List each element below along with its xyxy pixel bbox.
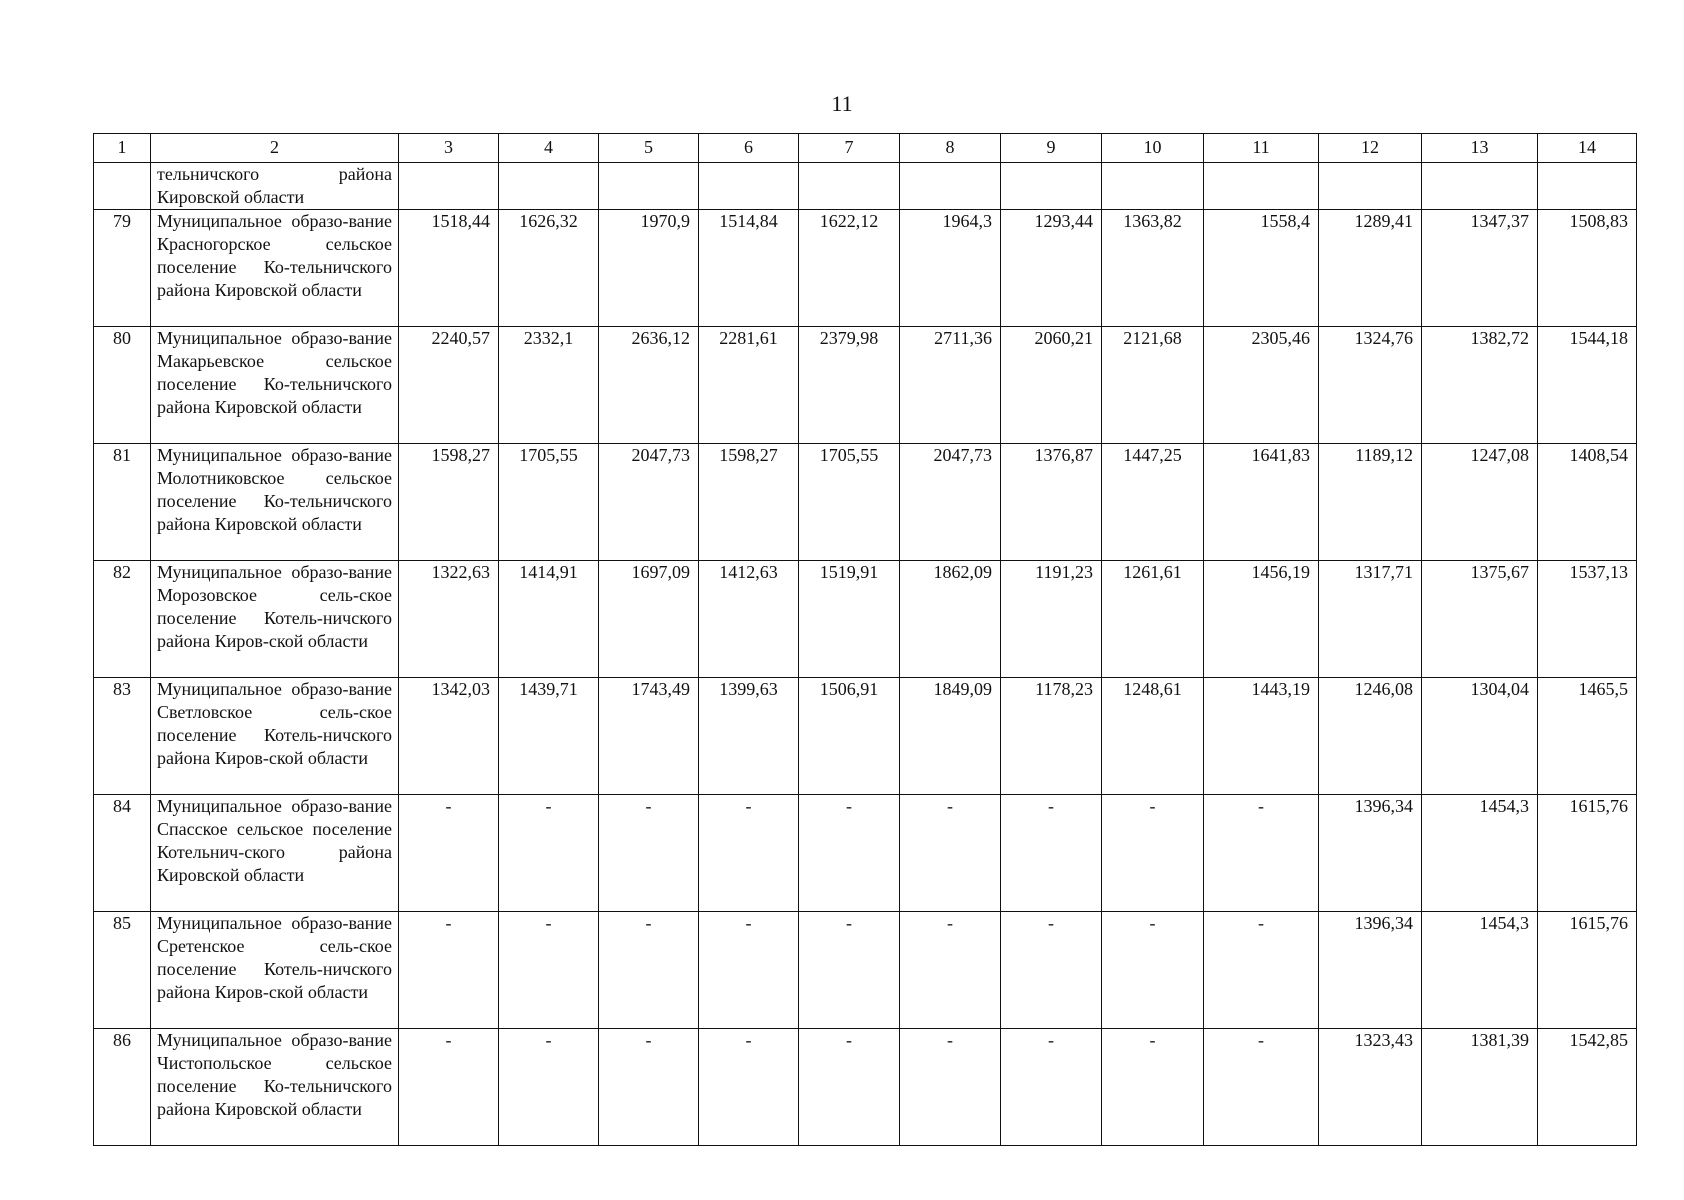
value-cell: 1508,83 [1538, 210, 1637, 327]
value-cell: 1414,91 [499, 561, 599, 678]
value-cell: 1641,83 [1204, 444, 1319, 561]
value-cell: 1317,71 [1319, 561, 1422, 678]
value-cell: 1246,08 [1319, 678, 1422, 795]
value-cell: 1862,09 [900, 561, 1001, 678]
value-cell: 2379,98 [799, 327, 900, 444]
value-cell: 2636,12 [599, 327, 699, 444]
column-header: 2 [151, 134, 399, 163]
value-cell [1001, 163, 1102, 210]
municipality-name-cell: Муниципальное образо-вание Светловское сель-ское поселение Котель-ничского района Киров-ской области [151, 678, 399, 795]
value-cell: - [1204, 1029, 1319, 1146]
value-cell: 1178,23 [1001, 678, 1102, 795]
municipality-name-cell: Муниципальное образо-вание Чистопольское сельское поселение Ко-тельничского района Кировской области [151, 1029, 399, 1146]
value-cell: 1261,61 [1102, 561, 1204, 678]
value-cell: 1293,44 [1001, 210, 1102, 327]
value-cell: 1615,76 [1538, 795, 1637, 912]
value-cell: 1518,44 [399, 210, 499, 327]
value-cell: 1697,09 [599, 561, 699, 678]
value-cell: 1376,87 [1001, 444, 1102, 561]
row-number-cell [94, 163, 151, 210]
column-header: 12 [1319, 134, 1422, 163]
value-cell: 2060,21 [1001, 327, 1102, 444]
municipality-name-cell: Муниципальное образо-вание Морозовское сель-ское поселение Котель-ничского района Киров-ской области [151, 561, 399, 678]
continuation-row [94, 163, 1637, 210]
table-row [94, 1029, 1637, 1146]
value-cell: - [699, 912, 799, 1029]
value-cell: 1964,3 [900, 210, 1001, 327]
value-cell: 2240,57 [399, 327, 499, 444]
value-cell: - [499, 795, 599, 912]
value-cell [699, 163, 799, 210]
value-cell: - [1001, 795, 1102, 912]
value-cell: 2305,46 [1204, 327, 1319, 444]
value-cell: 1970,9 [599, 210, 699, 327]
column-header: 8 [900, 134, 1001, 163]
value-cell: 2047,73 [599, 444, 699, 561]
value-cell: 2281,61 [699, 327, 799, 444]
value-cell: 1248,61 [1102, 678, 1204, 795]
column-header: 6 [699, 134, 799, 163]
value-cell: - [1001, 912, 1102, 1029]
value-cell [1422, 163, 1538, 210]
value-cell: 1558,4 [1204, 210, 1319, 327]
value-cell [599, 163, 699, 210]
value-cell: 1408,54 [1538, 444, 1637, 561]
value-cell: - [1204, 795, 1319, 912]
row-number-cell: 86 [94, 1029, 151, 1146]
value-cell: 1598,27 [699, 444, 799, 561]
value-cell: - [499, 912, 599, 1029]
value-cell [499, 163, 599, 210]
table-row [94, 210, 1637, 327]
value-cell: 1396,34 [1319, 795, 1422, 912]
table-row [94, 327, 1637, 444]
value-cell: - [599, 912, 699, 1029]
column-number-header-row [94, 134, 1637, 163]
value-cell: 1544,18 [1538, 327, 1637, 444]
column-header: 14 [1538, 134, 1637, 163]
row-number-cell: 83 [94, 678, 151, 795]
row-number-cell: 79 [94, 210, 151, 327]
value-cell: 1537,13 [1538, 561, 1637, 678]
row-number-cell: 82 [94, 561, 151, 678]
value-cell: 1382,72 [1422, 327, 1538, 444]
value-cell: 1191,23 [1001, 561, 1102, 678]
value-cell: 1289,41 [1319, 210, 1422, 327]
tariff-table [93, 133, 1637, 1146]
value-cell: 1519,91 [799, 561, 900, 678]
value-cell: 1189,12 [1319, 444, 1422, 561]
column-header: 1 [94, 134, 151, 163]
value-cell: 1412,63 [699, 561, 799, 678]
row-number-cell: 80 [94, 327, 151, 444]
row-number-cell: 81 [94, 444, 151, 561]
municipality-name-cell: тельничского района Кировской области [151, 163, 399, 210]
value-cell: - [699, 795, 799, 912]
value-cell: 1375,67 [1422, 561, 1538, 678]
value-cell: 1342,03 [399, 678, 499, 795]
value-cell [1319, 163, 1422, 210]
value-cell: 1622,12 [799, 210, 900, 327]
value-cell: 1324,76 [1319, 327, 1422, 444]
column-header: 11 [1204, 134, 1319, 163]
value-cell: 1381,39 [1422, 1029, 1538, 1146]
municipality-name-cell: Муниципальное образо-вание Сретенское сель-ское поселение Котель-ничского района Киров-ской области [151, 912, 399, 1029]
column-header: 5 [599, 134, 699, 163]
value-cell: 1443,19 [1204, 678, 1319, 795]
value-cell: 1454,3 [1422, 795, 1538, 912]
value-cell [799, 163, 900, 210]
value-cell: 1514,84 [699, 210, 799, 327]
value-cell: 1322,63 [399, 561, 499, 678]
table-row [94, 444, 1637, 561]
municipality-name-cell: Муниципальное образо-вание Красногорское сельское поселение Ко-тельничского района Кировской области [151, 210, 399, 327]
row-number-cell: 85 [94, 912, 151, 1029]
value-cell: - [599, 1029, 699, 1146]
value-cell: 2332,1 [499, 327, 599, 444]
value-cell: 1626,32 [499, 210, 599, 327]
value-cell: - [399, 912, 499, 1029]
value-cell: - [399, 795, 499, 912]
value-cell: 1247,08 [1422, 444, 1538, 561]
value-cell: - [900, 912, 1001, 1029]
value-cell [1204, 163, 1319, 210]
value-cell [399, 163, 499, 210]
value-cell: 1347,37 [1422, 210, 1538, 327]
value-cell: - [599, 795, 699, 912]
value-cell: 1399,63 [699, 678, 799, 795]
column-header: 7 [799, 134, 900, 163]
column-header: 4 [499, 134, 599, 163]
table-row [94, 795, 1637, 912]
value-cell: - [399, 1029, 499, 1146]
value-cell [900, 163, 1001, 210]
value-cell: 2047,73 [900, 444, 1001, 561]
value-cell: - [1102, 1029, 1204, 1146]
value-cell: 1396,34 [1319, 912, 1422, 1029]
value-cell: 1743,49 [599, 678, 699, 795]
municipality-name-cell: Муниципальное образо-вание Спасское сельское поселение Котельнич-ского района Кировской области [151, 795, 399, 912]
value-cell: 1323,43 [1319, 1029, 1422, 1146]
value-cell: 1363,82 [1102, 210, 1204, 327]
row-number-cell: 84 [94, 795, 151, 912]
value-cell: 1465,5 [1538, 678, 1637, 795]
value-cell: 1705,55 [499, 444, 599, 561]
value-cell: - [499, 1029, 599, 1146]
value-cell: - [900, 795, 1001, 912]
table-row [94, 561, 1637, 678]
column-header: 3 [399, 134, 499, 163]
value-cell: - [1001, 1029, 1102, 1146]
column-header: 13 [1422, 134, 1538, 163]
value-cell: 1506,91 [799, 678, 900, 795]
value-cell: 1304,04 [1422, 678, 1538, 795]
page-number: 11 [831, 91, 853, 116]
value-cell: 1542,85 [1538, 1029, 1637, 1146]
value-cell: 1439,71 [499, 678, 599, 795]
value-cell: 1598,27 [399, 444, 499, 561]
value-cell: - [799, 912, 900, 1029]
value-cell: - [1204, 912, 1319, 1029]
municipality-name-cell: Муниципальное образо-вание Макарьевское сельское поселение Ко-тельничского района Кировской области [151, 327, 399, 444]
value-cell: - [699, 1029, 799, 1146]
table-row [94, 678, 1637, 795]
value-cell: - [799, 1029, 900, 1146]
value-cell: 1447,25 [1102, 444, 1204, 561]
value-cell [1102, 163, 1204, 210]
value-cell: - [1102, 795, 1204, 912]
value-cell: 1456,19 [1204, 561, 1319, 678]
value-cell: 1454,3 [1422, 912, 1538, 1029]
value-cell: 1849,09 [900, 678, 1001, 795]
value-cell: - [900, 1029, 1001, 1146]
table-row [94, 912, 1637, 1029]
value-cell: 1705,55 [799, 444, 900, 561]
municipality-name-cell: Муниципальное образо-вание Молотниковское сельское поселение Ко-тельничского района Кировской области [151, 444, 399, 561]
column-header: 9 [1001, 134, 1102, 163]
column-header: 10 [1102, 134, 1204, 163]
value-cell: - [1102, 912, 1204, 1029]
value-cell: - [799, 795, 900, 912]
value-cell: 1615,76 [1538, 912, 1637, 1029]
value-cell: 2711,36 [900, 327, 1001, 444]
value-cell [1538, 163, 1637, 210]
value-cell: 2121,68 [1102, 327, 1204, 444]
